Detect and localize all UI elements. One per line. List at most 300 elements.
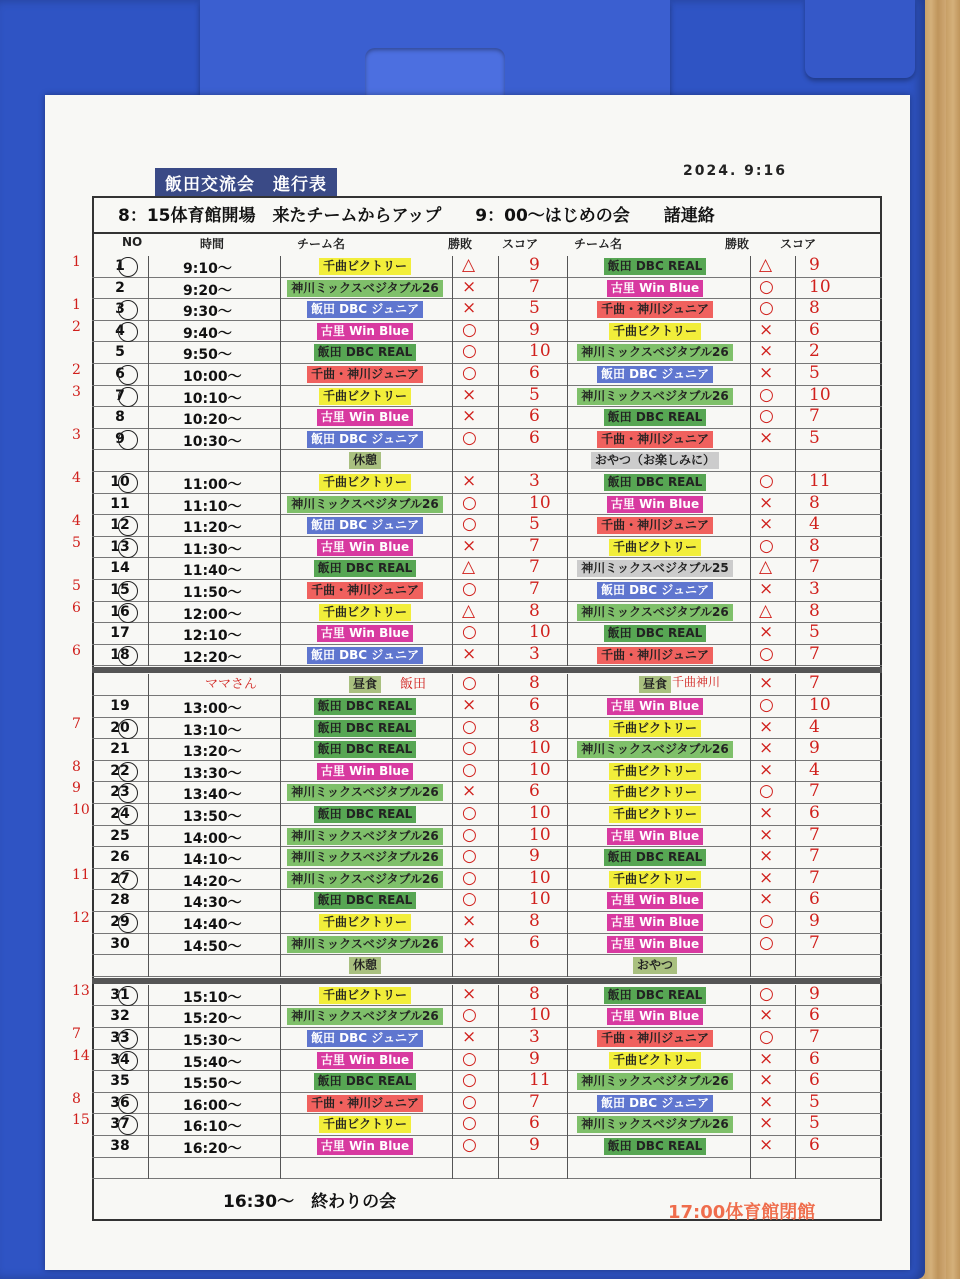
score-a: 8	[529, 716, 540, 737]
score-a: 6	[529, 1113, 540, 1134]
margin-tally-note: 4	[72, 470, 81, 486]
column-divider	[280, 1006, 281, 1028]
match-number: 29	[110, 914, 130, 930]
column-divider	[452, 429, 453, 451]
team-a-label: 古里 Win Blue	[317, 1138, 413, 1155]
match-number: 2	[115, 279, 125, 296]
margin-tally-note: 7	[72, 715, 81, 732]
column-divider	[750, 342, 751, 364]
column-divider	[498, 934, 499, 956]
team-a-label: 飯田 DBC REAL	[314, 698, 417, 715]
column-divider	[280, 515, 281, 537]
column-divider	[148, 537, 149, 559]
column-divider	[498, 826, 499, 848]
result-a: ○	[462, 427, 477, 448]
score-a: 7	[529, 579, 540, 599]
match-time: 15:10～	[183, 989, 242, 1006]
score-b: 7	[809, 824, 820, 845]
column-divider	[280, 804, 281, 826]
result-a: △	[462, 600, 476, 621]
result-a: ○	[462, 579, 477, 599]
column-divider	[452, 645, 453, 667]
column-divider	[280, 912, 281, 934]
column-divider	[567, 761, 568, 783]
result-b: ○	[759, 781, 774, 802]
column-divider	[750, 321, 751, 343]
column-divider	[452, 1114, 453, 1136]
score-a: 9	[529, 1135, 540, 1155]
circled-number-mark	[118, 257, 138, 277]
team-a-label: 飯田 DBC ジュニア	[307, 517, 423, 534]
column-divider	[148, 718, 149, 740]
column-divider	[567, 429, 568, 451]
column-divider	[750, 804, 751, 826]
column-divider	[498, 407, 499, 429]
match-number: 33	[110, 1030, 130, 1046]
column-divider	[452, 739, 453, 761]
column-divider	[148, 321, 149, 343]
team-a-label: 神川ミックスベジタブル26	[287, 871, 442, 888]
column-divider	[498, 696, 499, 718]
score-b: 10	[809, 695, 831, 715]
match-time: 12:10～	[183, 628, 242, 645]
column-divider	[795, 645, 796, 667]
column-divider	[567, 826, 568, 848]
column-divider	[750, 739, 751, 761]
team-a-label: 神川ミックスベジタブル26	[287, 1008, 442, 1025]
match-number: 5	[115, 344, 125, 361]
margin-tally-note: 1	[72, 254, 81, 270]
column-divider	[498, 429, 499, 451]
column-divider	[750, 782, 751, 804]
score-b: 7	[809, 406, 820, 427]
result-b: ×	[759, 579, 774, 599]
closing-ceremony: 16:30～ 終わりの会	[223, 1192, 397, 1212]
column-divider	[567, 912, 568, 934]
result-a: ×	[462, 276, 477, 297]
result-b: ×	[759, 1070, 774, 1091]
column-divider	[498, 515, 499, 537]
result-b: △	[759, 600, 773, 621]
column-divider	[795, 1114, 796, 1136]
team-a-label: 飯田 DBC ジュニア	[307, 647, 423, 664]
column-divider	[148, 1158, 149, 1180]
column-divider	[280, 761, 281, 783]
score-a: 3	[529, 1027, 540, 1047]
column-divider	[795, 955, 796, 977]
column-divider	[750, 602, 751, 624]
team-b-label: おやつ（お楽しみに）	[591, 452, 719, 469]
column-divider	[750, 696, 751, 718]
team-b-label: 昼食	[639, 676, 671, 693]
column-divider	[750, 847, 751, 869]
margin-tally-note: 1	[72, 297, 81, 314]
match-time: 16:20～	[183, 1141, 242, 1157]
column-divider	[567, 1050, 568, 1072]
match-number: 27	[110, 870, 130, 887]
column-divider	[795, 1050, 796, 1072]
column-divider	[750, 912, 751, 934]
score-a: 5	[529, 384, 540, 405]
column-divider	[280, 826, 281, 848]
result-a: △	[462, 557, 476, 578]
column-divider	[795, 1028, 796, 1050]
team-a-label: 千曲ビクトリー	[319, 914, 411, 931]
result-b: ○	[759, 695, 774, 715]
match-number: 23	[110, 784, 130, 801]
column-divider	[750, 674, 751, 696]
match-time: 15:50～	[183, 1076, 242, 1093]
column-divider	[498, 985, 499, 1007]
margin-tally-note: 15	[72, 1112, 90, 1129]
column-divider	[498, 537, 499, 559]
column-divider	[148, 985, 149, 1007]
margin-tally-note: 2	[72, 362, 81, 378]
result-a: ○	[462, 846, 477, 867]
column-divider	[148, 1136, 149, 1158]
column-divider	[567, 739, 568, 761]
column-divider	[148, 1006, 149, 1028]
column-divider	[280, 1050, 281, 1072]
column-divider	[498, 321, 499, 343]
margin-tally-note: 10	[72, 802, 90, 818]
column-divider	[148, 1050, 149, 1072]
circled-number-mark	[118, 762, 138, 782]
team-a-label: 神川ミックスベジタブル26	[287, 496, 442, 513]
team-a-label: 神川ミックスベジタブル26	[287, 936, 442, 953]
score-b: 7	[809, 932, 820, 953]
blank-row	[92, 1158, 882, 1180]
col-time: 時間	[200, 237, 225, 251]
margin-tally-note: 11	[72, 866, 90, 883]
result-b: ×	[759, 759, 774, 780]
match-time: 9:40～	[183, 325, 232, 342]
column-divider	[498, 1028, 499, 1050]
column-divider	[280, 256, 281, 278]
column-divider	[498, 912, 499, 934]
result-a: ○	[462, 319, 477, 340]
column-divider	[148, 1093, 149, 1115]
score-b: 8	[809, 600, 820, 621]
col-score-b: スコア	[780, 237, 817, 251]
circled-number-mark	[118, 387, 138, 407]
column-divider	[795, 429, 796, 451]
handwritten-note: ママさん	[205, 677, 258, 693]
column-divider	[452, 364, 453, 386]
column-divider	[567, 869, 568, 891]
match-number: 28	[110, 892, 130, 909]
score-a: 10	[529, 492, 551, 513]
score-b: 5	[809, 427, 820, 448]
result-a: ×	[462, 406, 477, 427]
match-number: 4	[115, 322, 125, 339]
column-divider	[452, 450, 453, 472]
column-divider	[452, 386, 453, 408]
team-a-label: 休憩	[349, 957, 381, 974]
result-b: ○	[759, 406, 774, 427]
score-a: 10	[529, 889, 551, 910]
score-a: 7	[529, 557, 540, 578]
score-a: 10	[529, 622, 551, 643]
team-a-label: 飯田 DBC REAL	[314, 1073, 417, 1090]
team-b-label: 千曲ビクトリー	[609, 720, 701, 737]
team-b-label: 古里 Win Blue	[607, 496, 703, 513]
column-divider	[567, 256, 568, 278]
column-divider	[498, 847, 499, 869]
match-number: 22	[110, 762, 130, 779]
column-divider	[280, 645, 281, 667]
column-divider	[280, 1093, 281, 1115]
score-b: 5	[809, 622, 820, 643]
match-number: 14	[110, 560, 130, 577]
score-b: 6	[809, 889, 820, 910]
col-no: NO	[122, 235, 143, 249]
team-b-label: 神川ミックスベジタブル26	[577, 604, 732, 621]
score-a: 10	[529, 759, 551, 780]
result-b: ×	[759, 673, 774, 694]
column-divider	[567, 386, 568, 408]
column-divider	[498, 623, 499, 645]
team-b-label: 千曲・神川ジュニア	[597, 517, 713, 534]
match-number: 24	[110, 806, 130, 822]
column-divider	[750, 955, 751, 977]
team-a-label: 千曲ビクトリー	[319, 474, 411, 491]
score-b: 7	[809, 673, 820, 694]
column-divider	[498, 674, 499, 696]
column-divider	[280, 342, 281, 364]
score-a: 10	[529, 1005, 551, 1026]
match-number: 7	[115, 387, 125, 404]
match-number: 19	[110, 698, 130, 714]
result-b: ×	[759, 1005, 774, 1026]
score-b: 7	[809, 846, 820, 867]
margin-tally-note: 13	[72, 982, 90, 999]
team-b-label: 千曲ビクトリー	[609, 871, 701, 888]
column-divider	[567, 450, 568, 472]
team-a-label: 飯田 DBC REAL	[314, 741, 417, 758]
sheet-title: 飯田交流会 進行表	[155, 168, 337, 197]
team-a-label: 古里 Win Blue	[317, 763, 413, 780]
match-time: 10:20～	[183, 412, 242, 429]
column-divider	[452, 299, 453, 321]
column-divider	[280, 386, 281, 408]
team-b-label: 飯田 DBC REAL	[604, 258, 707, 275]
circled-number-mark	[118, 1029, 138, 1049]
match-time: 10:00～	[183, 369, 242, 385]
team-b-label: 千曲ビクトリー	[609, 784, 701, 801]
score-a: 7	[529, 535, 540, 556]
score-a: 6	[529, 427, 540, 448]
result-a: ○	[462, 803, 477, 823]
column-divider	[280, 890, 281, 912]
column-divider	[795, 450, 796, 472]
column-divider	[148, 934, 149, 956]
result-a: ○	[462, 622, 477, 643]
column-divider	[750, 645, 751, 667]
column-divider	[148, 890, 149, 912]
result-b: ○	[759, 983, 774, 1004]
column-divider	[498, 955, 499, 977]
match-number: 30	[110, 935, 130, 952]
column-divider	[148, 256, 149, 278]
team-a-label: 古里 Win Blue	[317, 323, 413, 340]
score-a: 10	[529, 824, 551, 845]
score-a: 8	[529, 983, 540, 1004]
column-divider	[280, 450, 281, 472]
column-divider	[795, 739, 796, 761]
score-b: 7	[809, 557, 820, 578]
team-b-label: 古里 Win Blue	[607, 914, 703, 931]
team-b-label: 古里 Win Blue	[607, 828, 703, 845]
column-divider	[750, 558, 751, 580]
column-divider	[452, 256, 453, 278]
column-divider	[148, 450, 149, 472]
result-b: ○	[759, 384, 774, 405]
team-b-label: 飯田 DBC REAL	[604, 474, 707, 491]
column-divider	[567, 674, 568, 696]
team-a-label: 千曲ビクトリー	[319, 1116, 411, 1133]
team-a-label: 古里 Win Blue	[317, 1052, 413, 1069]
match-number: 34	[110, 1051, 130, 1068]
match-time: 11:50～	[183, 585, 242, 601]
column-divider	[148, 955, 149, 977]
match-number: 35	[110, 1073, 130, 1090]
column-divider	[795, 1093, 796, 1115]
column-divider	[452, 472, 453, 494]
column-divider	[148, 342, 149, 364]
column-divider	[280, 537, 281, 559]
match-time: 13:10～	[183, 722, 242, 739]
match-time: 9:50～	[183, 347, 232, 364]
column-divider	[750, 1006, 751, 1028]
column-divider	[498, 558, 499, 580]
result-b: ×	[759, 319, 774, 340]
result-b: ×	[759, 492, 774, 513]
score-a: 6	[529, 932, 540, 953]
score-a: 6	[529, 406, 540, 427]
column-divider	[498, 804, 499, 826]
column-divider	[567, 718, 568, 740]
score-a: 9	[529, 255, 540, 275]
column-divider	[452, 602, 453, 624]
hall-closing: 17:00体育館閉館	[668, 1202, 816, 1223]
column-divider	[498, 472, 499, 494]
result-b: ×	[759, 867, 774, 888]
match-time: 9:20～	[183, 282, 232, 299]
team-a-label: 飯田 DBC REAL	[314, 344, 417, 361]
result-b: ×	[759, 738, 774, 759]
margin-tally-note: 12	[72, 910, 90, 926]
result-b: ×	[759, 803, 774, 823]
column-divider	[750, 890, 751, 912]
score-a: 10	[529, 803, 551, 823]
column-divider	[795, 985, 796, 1007]
match-time: 14:20～	[183, 873, 242, 890]
match-time: 15:20～	[183, 1011, 242, 1028]
match-number: 37	[110, 1116, 130, 1133]
column-divider	[750, 278, 751, 300]
match-number: 32	[110, 1008, 130, 1025]
column-divider	[148, 696, 149, 718]
column-divider	[452, 278, 453, 300]
column-divider	[795, 890, 796, 912]
column-divider	[498, 494, 499, 516]
circled-number-mark	[118, 365, 138, 385]
team-a-label: 千曲・神川ジュニア	[307, 582, 423, 599]
match-time: 11:20～	[183, 520, 242, 537]
result-a: ×	[462, 983, 477, 1004]
team-a-label: 古里 Win Blue	[317, 625, 413, 642]
column-divider	[148, 602, 149, 624]
score-a: 6	[529, 695, 540, 715]
column-divider	[567, 1071, 568, 1093]
team-a-label: 飯田 DBC ジュニア	[307, 1030, 423, 1047]
column-divider	[148, 386, 149, 408]
match-time: 13:50～	[183, 809, 242, 825]
column-divider	[452, 537, 453, 559]
column-divider	[452, 494, 453, 516]
result-a: ○	[462, 1070, 477, 1091]
team-b-label: 古里 Win Blue	[607, 698, 703, 715]
team-b-label: 神川ミックスベジタブル26	[577, 388, 732, 405]
column-divider	[795, 912, 796, 934]
column-divider	[452, 1006, 453, 1028]
column-divider	[280, 321, 281, 343]
column-divider	[795, 407, 796, 429]
result-a: ○	[462, 738, 477, 759]
column-divider	[148, 299, 149, 321]
column-divider	[795, 847, 796, 869]
result-b: ○	[759, 298, 774, 319]
result-b: △	[759, 255, 773, 275]
column-divider	[452, 718, 453, 740]
column-divider	[452, 934, 453, 956]
handwritten-note: 飯田	[400, 677, 427, 693]
column-divider	[498, 1136, 499, 1158]
result-b: ○	[759, 535, 774, 556]
match-number: 31	[110, 986, 130, 1003]
column-divider	[750, 826, 751, 848]
margin-tally-note: 6	[72, 642, 81, 659]
column-divider	[148, 1071, 149, 1093]
match-number: 6	[115, 366, 125, 382]
score-b: 6	[809, 1048, 820, 1069]
match-number: 36	[110, 1094, 130, 1111]
team-b-label: 飯田 DBC REAL	[604, 849, 707, 866]
match-number: 11	[110, 495, 130, 512]
column-divider	[280, 429, 281, 451]
score-a: 10	[529, 341, 551, 362]
column-divider	[750, 537, 751, 559]
team-a-label: 古里 Win Blue	[317, 409, 413, 426]
column-divider	[567, 696, 568, 718]
score-a: 8	[529, 911, 540, 931]
score-b: 10	[809, 276, 831, 297]
result-b: ×	[759, 1048, 774, 1069]
column-divider	[567, 602, 568, 624]
column-divider	[750, 623, 751, 645]
match-time: 11:00～	[183, 477, 242, 493]
column-divider	[148, 494, 149, 516]
column-divider	[750, 985, 751, 1007]
score-a: 7	[529, 276, 540, 297]
score-a: 5	[529, 514, 540, 535]
column-divider	[452, 1028, 453, 1050]
score-b: 10	[809, 384, 831, 405]
column-divider	[498, 602, 499, 624]
result-b: ○	[759, 932, 774, 953]
team-a-label: 飯田 DBC ジュニア	[307, 301, 423, 318]
